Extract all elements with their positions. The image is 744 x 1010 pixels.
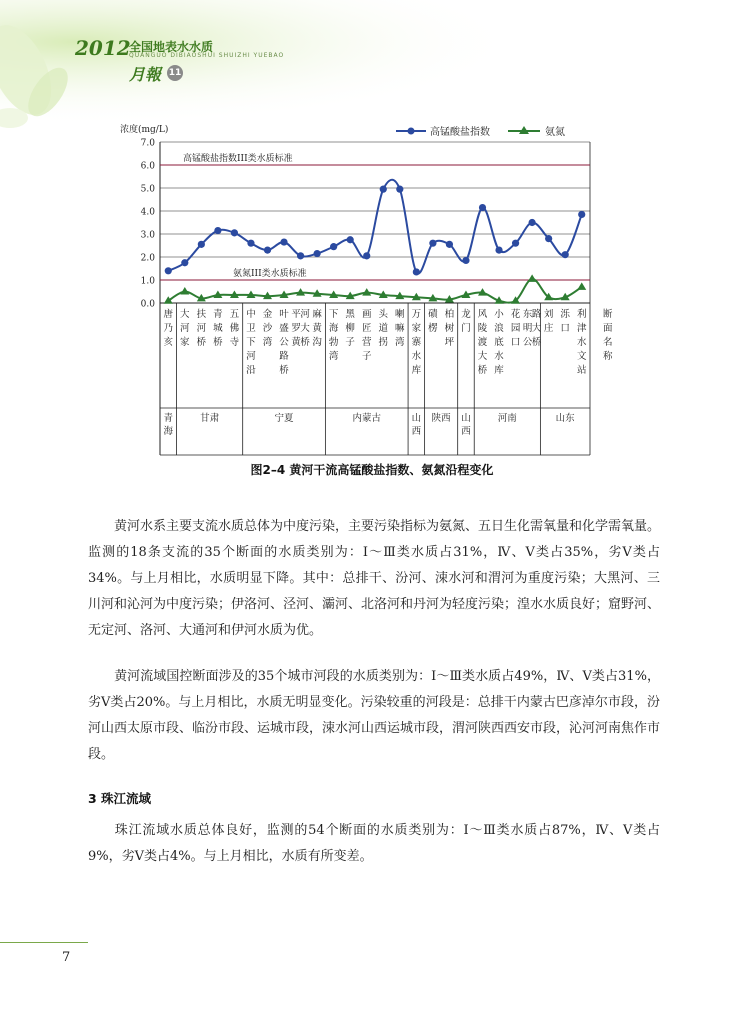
- svg-text:寺: 寺: [229, 337, 240, 348]
- svg-text:东: 东: [522, 309, 533, 320]
- x-tick-label: [511, 308, 521, 348]
- journal-title: 全国地表水水质: [129, 40, 214, 54]
- journal-subtitle: QUANGUO DIBIAOSHUI SHUIZHI YUEBAO: [129, 52, 285, 59]
- page-number: 7: [62, 950, 71, 965]
- svg-text:寨: 寨: [411, 337, 422, 348]
- svg-text:陵: 陵: [477, 323, 488, 334]
- svg-text:陕西: 陕西: [431, 413, 451, 424]
- svg-text:山: 山: [461, 413, 471, 424]
- svg-text:龙: 龙: [461, 309, 471, 320]
- x-tick-label: [523, 308, 542, 348]
- data-point-permanganate: [347, 236, 354, 243]
- section-heading: 3 珠江流域: [88, 791, 152, 806]
- svg-text:柳: 柳: [345, 323, 355, 334]
- paragraph-1: [88, 514, 660, 644]
- line-chart: [0, 0, 744, 460]
- svg-text:库: 库: [494, 365, 504, 376]
- svg-text:内蒙古: 内蒙古: [352, 413, 381, 424]
- svg-text:公: 公: [522, 337, 533, 348]
- svg-text:城: 城: [213, 323, 223, 334]
- series-line-permanganate: [168, 180, 581, 274]
- svg-text:青: 青: [213, 309, 223, 320]
- svg-text:口: 口: [560, 323, 570, 334]
- figure-caption: 图2–4 黄河干流高锰酸盐指数、氨氮沿程变化: [250, 463, 494, 477]
- data-point-permanganate: [214, 227, 221, 234]
- svg-text:公: 公: [279, 337, 289, 348]
- svg-text:沟: 沟: [312, 337, 322, 348]
- province-label: [275, 412, 295, 424]
- svg-text:河: 河: [300, 309, 310, 320]
- data-point-permanganate: [446, 241, 453, 248]
- svg-text:子: 子: [361, 351, 372, 362]
- svg-text:桥: 桥: [300, 337, 310, 348]
- x-tick-label: [412, 309, 422, 376]
- x-axis-title: 断面名称: [603, 309, 613, 362]
- svg-text:叶: 叶: [279, 309, 289, 320]
- section-paragraph: [88, 818, 660, 870]
- svg-text:库: 库: [411, 365, 422, 376]
- svg-text:平: 平: [291, 309, 301, 320]
- data-point-permanganate: [562, 251, 569, 258]
- svg-text:黄: 黄: [312, 323, 322, 334]
- svg-text:下: 下: [328, 309, 339, 320]
- svg-text:中: 中: [246, 309, 256, 320]
- data-point-permanganate: [512, 240, 519, 247]
- svg-text:画: 画: [361, 309, 372, 320]
- data-point-permanganate: [545, 235, 552, 242]
- svg-text:湾: 湾: [395, 337, 405, 348]
- y-tick-label: 6.0: [140, 161, 155, 172]
- province-label: [461, 412, 471, 437]
- svg-text:湾: 湾: [328, 351, 339, 362]
- svg-text:浪: 浪: [494, 323, 504, 334]
- svg-text:喇: 喇: [395, 309, 405, 320]
- svg-text:青: 青: [163, 413, 174, 424]
- paragraph-2-text: 黄河流域国控断面涉及的35个城市河段的水质类别为：Ⅰ～Ⅲ类水质占49%，Ⅳ、Ⅴ类占31%，劣Ⅴ类占20%。与上月相比，水质无明显变化。污染较重的河段是：总排干内蒙古巴彦淖尔市段，汾河山西太原市段、临汾市段、运城市段，涑水河山西运城市段，渭河陕西西安市段，沁河河南焦作市段。: [88, 669, 661, 762]
- province-label: [498, 412, 518, 424]
- data-point-permanganate: [363, 252, 370, 259]
- province-label: [412, 412, 422, 437]
- svg-text:底: 底: [494, 337, 504, 348]
- x-tick-label: [494, 308, 504, 376]
- y-tick-label: 0.0: [140, 299, 155, 310]
- svg-text:路: 路: [531, 309, 542, 320]
- x-tick-label: [312, 308, 322, 348]
- x-tick-label: [230, 309, 240, 348]
- svg-text:家: 家: [411, 323, 422, 334]
- svg-text:文: 文: [576, 351, 587, 362]
- y-tick-label: 7.0: [140, 138, 155, 149]
- svg-text:坪: 坪: [444, 337, 455, 348]
- svg-text:甘肃: 甘肃: [200, 413, 220, 424]
- y-tick-label: 3.0: [140, 230, 155, 241]
- y-tick-label: 5.0: [140, 184, 155, 195]
- data-point-permanganate: [396, 186, 403, 193]
- svg-text:湾: 湾: [262, 337, 273, 348]
- data-point-permanganate: [165, 267, 172, 274]
- section-paragraph-text: 珠江流域水质总体良好，监测的54个断面的水质类别为：Ⅰ～Ⅲ类水质占87%，Ⅳ、Ⅴ类占9%，劣Ⅴ类占4%。与上月相比，水质有所变差。: [88, 823, 661, 864]
- legend-label-permanganate: 高锰酸盐指数: [430, 127, 490, 138]
- svg-text:盛: 盛: [279, 323, 289, 334]
- data-point-permanganate: [462, 257, 469, 264]
- data-point-permanganate: [247, 240, 254, 247]
- svg-text:乃: 乃: [163, 323, 174, 334]
- svg-text:小: 小: [494, 309, 504, 320]
- journal-month: 月報: [129, 65, 162, 84]
- data-point-permanganate: [280, 238, 287, 245]
- svg-text:勃: 勃: [328, 337, 339, 348]
- svg-text:金: 金: [262, 309, 273, 320]
- province-label: [164, 412, 174, 437]
- x-tick-label: [279, 308, 289, 376]
- province-label: [200, 412, 220, 424]
- data-point-permanganate: [529, 219, 536, 226]
- province-label: [556, 412, 576, 424]
- data-point-ammonia: [577, 282, 586, 290]
- svg-text:树: 树: [444, 323, 455, 334]
- svg-text:水: 水: [494, 351, 504, 362]
- x-tick-label: [362, 309, 372, 362]
- data-point-permanganate: [297, 252, 304, 259]
- data-point-permanganate: [264, 247, 271, 254]
- x-tick-label: [379, 308, 389, 348]
- x-tick-label: [263, 308, 273, 348]
- svg-text:沙: 沙: [262, 323, 273, 334]
- svg-text:营: 营: [361, 337, 372, 348]
- svg-text:柏: 柏: [444, 309, 455, 320]
- province-label: [432, 412, 452, 424]
- svg-text:头: 头: [378, 309, 389, 320]
- svg-text:子: 子: [345, 337, 355, 348]
- x-tick-label: [329, 309, 339, 362]
- svg-text:河: 河: [246, 351, 256, 362]
- x-tick-label: [291, 309, 310, 348]
- svg-text:海: 海: [328, 323, 339, 334]
- svg-text:嘛: 嘛: [395, 323, 405, 334]
- svg-text:门: 门: [461, 323, 471, 334]
- svg-text:海: 海: [163, 426, 174, 437]
- series-line-ammonia: [168, 279, 581, 303]
- x-tick-label: [577, 308, 587, 376]
- svg-text:道: 道: [378, 323, 389, 334]
- svg-text:水: 水: [576, 337, 587, 348]
- svg-text:渡: 渡: [477, 337, 488, 348]
- svg-text:路: 路: [279, 351, 289, 362]
- y-tick-label: 4.0: [140, 207, 155, 218]
- province-label: [352, 412, 381, 424]
- svg-text:花: 花: [510, 309, 521, 320]
- data-point-ammonia: [528, 274, 537, 282]
- issue-badge: 11: [167, 65, 183, 81]
- svg-text:楞: 楞: [428, 323, 438, 334]
- x-tick-label: [544, 308, 554, 334]
- svg-text:河: 河: [180, 323, 190, 334]
- svg-text:桥: 桥: [477, 365, 488, 376]
- svg-text:站: 站: [576, 365, 587, 376]
- legend-marker-permanganate: [408, 128, 415, 135]
- data-point-permanganate: [479, 204, 486, 211]
- data-point-permanganate: [429, 240, 436, 247]
- svg-text:西: 西: [461, 426, 471, 437]
- svg-text:大: 大: [531, 323, 542, 334]
- svg-text:津: 津: [576, 323, 587, 334]
- x-tick-label: [461, 308, 471, 334]
- page-number-rule: [0, 942, 88, 943]
- svg-text:桥: 桥: [213, 337, 223, 348]
- svg-text:唐: 唐: [163, 309, 174, 320]
- x-tick-label: [180, 308, 190, 348]
- data-point-permanganate: [413, 268, 420, 275]
- svg-text:园: 园: [510, 323, 521, 334]
- svg-text:沿: 沿: [246, 365, 256, 376]
- reference-line-label: 氨氮III类水质标准: [233, 269, 307, 279]
- svg-text:亥: 亥: [163, 337, 174, 348]
- svg-text:庄: 庄: [543, 323, 554, 334]
- svg-text:桥: 桥: [531, 337, 542, 348]
- svg-text:佛: 佛: [229, 323, 240, 334]
- x-tick-label: [213, 308, 223, 348]
- svg-text:大: 大: [300, 323, 310, 334]
- svg-text:西: 西: [411, 426, 422, 437]
- data-point-permanganate: [231, 229, 238, 236]
- svg-text:家: 家: [180, 337, 190, 348]
- svg-text:磧: 磧: [428, 309, 438, 320]
- svg-text:麻: 麻: [312, 309, 322, 320]
- y-axis-label: 浓度(mg/L): [120, 125, 169, 135]
- y-tick-label: 1.0: [140, 276, 155, 287]
- data-point-permanganate: [314, 250, 321, 257]
- paragraph-2: [88, 664, 660, 768]
- svg-text:拐: 拐: [378, 337, 389, 348]
- x-tick-label: [197, 308, 207, 348]
- svg-text:河: 河: [196, 323, 207, 334]
- data-point-permanganate: [181, 259, 188, 266]
- data-point-permanganate: [330, 243, 337, 250]
- svg-text:桥: 桥: [279, 365, 289, 376]
- svg-text:水: 水: [411, 351, 422, 362]
- x-tick-label: [164, 308, 174, 348]
- data-point-permanganate: [578, 211, 585, 218]
- svg-text:刘: 刘: [543, 309, 554, 320]
- svg-text:宁夏: 宁夏: [274, 413, 294, 424]
- svg-text:匠: 匠: [361, 323, 372, 334]
- data-point-ammonia: [180, 287, 189, 295]
- data-point-permanganate: [380, 186, 387, 193]
- data-point-permanganate: [198, 241, 205, 248]
- x-tick-label: [560, 309, 570, 334]
- svg-text:扶: 扶: [196, 309, 207, 320]
- legend-label-ammonia: 氨氮: [545, 127, 565, 138]
- x-tick-label: [445, 308, 455, 348]
- svg-text:万: 万: [411, 309, 422, 320]
- svg-text:泺: 泺: [560, 309, 570, 320]
- svg-text:风: 风: [477, 309, 488, 320]
- svg-text:口: 口: [510, 337, 521, 348]
- svg-text:下: 下: [246, 337, 256, 348]
- paragraph-1-text: 黄河水系主要支流水质总体为中度污染，主要污染指标为氨氮、五日生化需氧量和化学需氧量。监测的18条支流的35个断面的水质类别为：Ⅰ～Ⅲ类水质占31%，Ⅳ、Ⅴ类占35%，劣Ⅴ类占34%。与上月相比，水质明显下降。其中：总排干、汾河、涑水河和渭河为重度污染；大黑河、三川河和沁河为中度污染；伊洛河、泾河、灞河、北洛河和丹河为轻度污染；湟水水质良好；窟野河、无定河、洛河、大通河和伊河水质为优。: [88, 519, 661, 638]
- svg-text:黄: 黄: [291, 337, 301, 348]
- svg-text:桥: 桥: [196, 337, 207, 348]
- x-tick-label: [395, 308, 405, 348]
- legend: [396, 125, 565, 138]
- data-point-permanganate: [495, 247, 502, 254]
- svg-text:明: 明: [522, 323, 533, 334]
- svg-text:山东: 山东: [555, 413, 575, 424]
- journal-year: 2012: [75, 36, 131, 60]
- svg-text:利: 利: [576, 309, 587, 320]
- x-tick-label: [246, 308, 256, 376]
- x-tick-label: [478, 309, 488, 376]
- svg-text:河南: 河南: [497, 413, 517, 424]
- svg-text:五: 五: [229, 309, 240, 320]
- reference-line-label: 高锰酸盐指数III类水质标准: [183, 154, 293, 164]
- x-tick-label: [345, 309, 355, 348]
- svg-text:罗: 罗: [291, 323, 301, 334]
- svg-text:卫: 卫: [246, 323, 256, 334]
- svg-text:山: 山: [411, 413, 422, 424]
- svg-text:黑: 黑: [345, 309, 355, 320]
- svg-text:大: 大: [477, 351, 488, 362]
- svg-text:大: 大: [180, 309, 190, 320]
- y-tick-label: 2.0: [140, 253, 155, 264]
- x-tick-label: [428, 308, 439, 334]
